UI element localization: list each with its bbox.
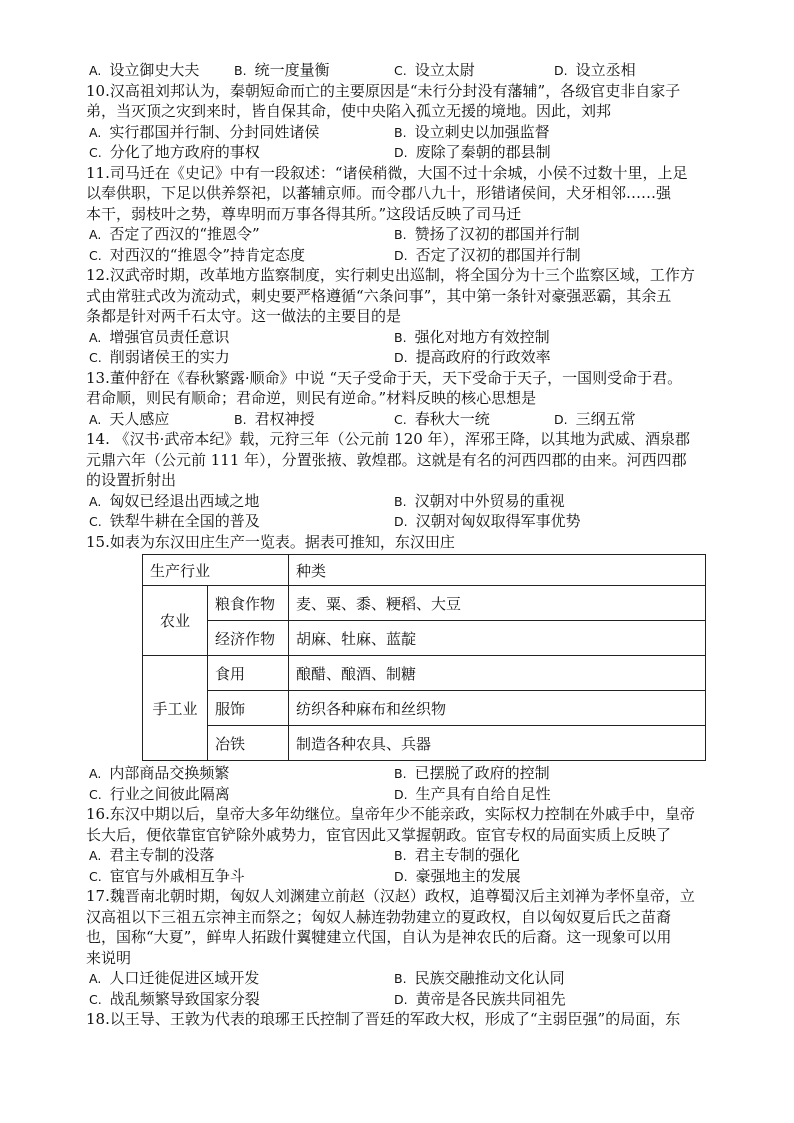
q14-option-d[interactable]: D. 汉朝对匈奴取得军事优势 <box>394 512 581 530</box>
table-kinds-cell: 酿醋、酿酒、制糖 <box>289 656 706 691</box>
q9-option-a[interactable]: A. 设立御史大夫 <box>89 61 200 79</box>
q12-option-a[interactable]: A. 增强官员责任意识 <box>89 327 230 346</box>
q16-options-cd <box>86 866 716 887</box>
q17-option-a[interactable]: A. 人口迁徙促进区域开发 <box>89 969 260 987</box>
q15-option-c[interactable]: C. 行业之间彼此隔离 <box>89 784 230 803</box>
table-sub-cell: 粮食作物 <box>208 586 289 621</box>
q15-stem-line: 15.如表为东汉田庄生产一览表。据表可推知，东汉田庄 <box>86 532 455 551</box>
q9-options <box>86 60 716 81</box>
question-14 <box>86 429 716 532</box>
q11-options-ab <box>86 224 716 245</box>
q14-option-b[interactable]: B. 汉朝对中外贸易的重视 <box>394 491 565 510</box>
q12-options-cd <box>86 347 716 368</box>
q10-options-cd <box>86 142 716 163</box>
table-header-row <box>143 555 706 586</box>
q9-option-c[interactable]: C. 设立太尉 <box>394 61 475 79</box>
q16-options-ab <box>86 845 716 866</box>
q17-stem-line: 汉高祖以下三祖五宗神主而祭之；匈奴人赫连勃勃建立的夏政权，自以匈奴夏后氏之苗裔 <box>86 907 672 926</box>
q11-option-d[interactable]: D. 否定了汉初的郡国并行制 <box>394 245 581 264</box>
table-sub-cell: 食用 <box>208 656 289 691</box>
q16-option-d[interactable]: D. 豪强地主的发展 <box>394 866 521 885</box>
q13-option-b[interactable]: B. 君权神授 <box>234 409 315 428</box>
table-kinds-cell: 胡麻、牡麻、蓝靛 <box>289 621 706 656</box>
table-kinds-cell: 制造各种农具、兵器 <box>289 726 706 761</box>
q10-stem-line: 弟，当灭顶之灾到来时，皆自保其命，使中央陷入孤立无援的境地。因此，刘邦 <box>86 102 612 120</box>
table-sub-cell: 服饰 <box>208 691 289 726</box>
q12-stem-line: 12.汉武帝时期，改革地方监察制度，实行刺史出巡制，将全国分为十三个监察区域，工作方 <box>86 266 695 284</box>
question-12 <box>86 265 716 368</box>
table-row <box>143 691 706 726</box>
q13-options <box>86 409 716 430</box>
q14-options-cd <box>86 511 716 532</box>
q17-options-ab <box>86 968 716 989</box>
question-10 <box>86 81 716 163</box>
q11-stem-line: 本干，弱枝叶之势，尊卑明而万事各得其所。”这段话反映了司马迁 <box>86 204 522 223</box>
question-16 <box>86 804 716 886</box>
q16-stem-line: 长大后，便依靠宦官铲除外戚势力，宦官因此又掌握朝政。宦官专权的局面实质上反映了 <box>86 825 672 844</box>
q12-option-b[interactable]: B. 强化对地方有效控制 <box>394 327 550 346</box>
q17-option-d[interactable]: D. 黄帝是各民族共同祖先 <box>394 989 566 1008</box>
q11-stem-line: 以奉供职，下足以供养祭祀，以蕃辅京师。而令郡八九十，形错诸侯间，犬牙相邻……强 <box>86 184 672 202</box>
q17-options-cd <box>86 989 716 1010</box>
q11-options-cd <box>86 245 716 266</box>
q11-stem-line: 11.司马迁在《史记》中有一段叙述：“诸侯稍微，大国不过十余城，小侯不过数十里，上足 <box>86 163 688 182</box>
q14-option-a[interactable]: A. 匈奴已经退出西域之地 <box>89 491 260 510</box>
q11-option-a[interactable]: A. 否定了西汉的“推恩令” <box>89 225 260 243</box>
q14-stem-line: 14. 《汉书·武帝本纪》载，元狩三年（公元前 120 年），浑邪王降，以其地为武威、酒泉郡 <box>86 430 691 448</box>
q11-option-b[interactable]: B. 赞扬了汉初的郡国并行制 <box>394 225 580 243</box>
question-13 <box>86 368 716 430</box>
q13-option-c[interactable]: C. 春秋大一统 <box>394 409 490 428</box>
q15-option-d[interactable]: D. 生产具有自给自足性 <box>394 784 551 803</box>
table-header-cell: 生产行业 <box>143 555 289 586</box>
question-11 <box>86 163 716 266</box>
q17-stem-line: 来说明 <box>86 948 132 967</box>
q16-option-b[interactable]: B. 君主专制的强化 <box>394 846 520 864</box>
table-sub-cell: 冶铁 <box>208 726 289 761</box>
q10-option-a[interactable]: A. 实行郡国并行制、分封同姓诸侯 <box>89 122 320 141</box>
q16-stem-line: 16.东汉中期以后，皇帝大多年幼继位。皇帝年少不能亲政，实际权力控制在外戚手中，皇帝 <box>86 805 695 823</box>
exam-page <box>86 60 716 1030</box>
q13-stem-line: 君命顺，则民有顺命；君命逆，则民有逆命。”材料反映的核心思想是 <box>86 389 537 407</box>
table-group-cell: 手工业 <box>143 656 208 761</box>
q14-stem-line: 的设置折射出 <box>86 471 177 489</box>
q17-option-c[interactable]: C. 战乱频繁导致国家分裂 <box>89 989 260 1008</box>
question-17 <box>86 886 716 1009</box>
q12-stem-line: 式由常驻式改为流动式，刺史要严格遵循“六条问事”，其中第一条针对豪强恶霸，其余五 <box>86 286 672 305</box>
q9-option-d[interactable]: D. 设立丞相 <box>554 61 636 79</box>
q9-option-b[interactable]: B. 统一度量衡 <box>234 61 330 79</box>
table-row <box>143 586 706 621</box>
table-row <box>143 656 706 691</box>
q17-stem-line: 17.魏晋南北朝时期，匈奴人刘渊建立前赵（汉赵）政权，追尊蜀汉后主刘禅为孝怀皇帝，立 <box>86 887 695 905</box>
q12-stem-line: 条都是针对两千石太守。这一做法的主要目的是 <box>86 307 402 325</box>
table-group-cell: 农业 <box>143 586 208 656</box>
q15-options-cd <box>86 784 716 805</box>
q13-stem-line: 13.董仲舒在《春秋繁露·顺命》中说 “天子受命于天，天下受命于天子，一国则受命于君。 <box>86 368 683 387</box>
table-kinds-cell: 麦、粟、黍、粳稻、大豆 <box>289 586 706 621</box>
table-row <box>143 726 706 761</box>
q16-option-a[interactable]: A. 君主专制的没落 <box>89 846 215 864</box>
q18-stem-line: 18.以王导、王敦为代表的琅琊王氏控制了晋廷的军政大权，形成了“主弱臣强”的局面，东 <box>86 1010 681 1028</box>
q10-option-c[interactable]: C. 分化了地方政府的事权 <box>89 143 260 161</box>
table-row <box>143 621 706 656</box>
q10-option-b[interactable]: B. 设立刺史以加强监督 <box>394 122 550 141</box>
q15-option-b[interactable]: B. 已摆脱了政府的控制 <box>394 764 550 782</box>
production-table <box>142 554 706 761</box>
table-kinds-cell: 纺织各种麻布和丝织物 <box>289 691 706 726</box>
table-sub-cell: 经济作物 <box>208 621 289 656</box>
q10-options-ab <box>86 122 716 143</box>
q14-stem-line: 元鼎六年（公元前 111 年），分置张掖、敦煌郡。这就是有名的河西四郡的由来。河西四郡 <box>86 450 687 469</box>
q17-stem-line: 也，国称“大夏”，鲜卑人拓跋什翼犍建立代国，自认为是神农氏的后裔。这一现象可以用 <box>86 928 672 946</box>
q14-option-c[interactable]: C. 铁犁牛耕在全国的普及 <box>89 512 260 530</box>
q13-option-a[interactable]: A. 天人感应 <box>89 409 170 428</box>
q12-option-d[interactable]: D. 提高政府的行政效率 <box>394 348 551 366</box>
question-18 <box>86 1009 716 1030</box>
table-header-cell: 种类 <box>289 555 706 586</box>
q15-options-ab <box>86 763 716 784</box>
question-15 <box>86 532 716 805</box>
q10-stem-line: 10.汉高祖刘邦认为，秦朝短命而亡的主要原因是“未行分封没有藩辅”，各级官吏非自家子 <box>86 81 681 100</box>
q15-option-a[interactable]: A. 内部商品交换频繁 <box>89 764 230 782</box>
q11-option-c[interactable]: C. 对西汉的“推恩令”持肯定态度 <box>89 245 306 264</box>
q12-options-ab <box>86 327 716 348</box>
q10-option-d[interactable]: D. 废除了秦朝的郡县制 <box>394 143 551 161</box>
q17-option-b[interactable]: B. 民族交融推动文化认同 <box>394 969 565 987</box>
q16-option-c[interactable]: C. 宦官与外戚相互争斗 <box>89 866 245 885</box>
q13-option-d[interactable]: D. 三纲五常 <box>554 409 636 428</box>
q14-options-ab <box>86 491 716 512</box>
q12-option-c[interactable]: C. 削弱诸侯王的实力 <box>89 348 230 366</box>
